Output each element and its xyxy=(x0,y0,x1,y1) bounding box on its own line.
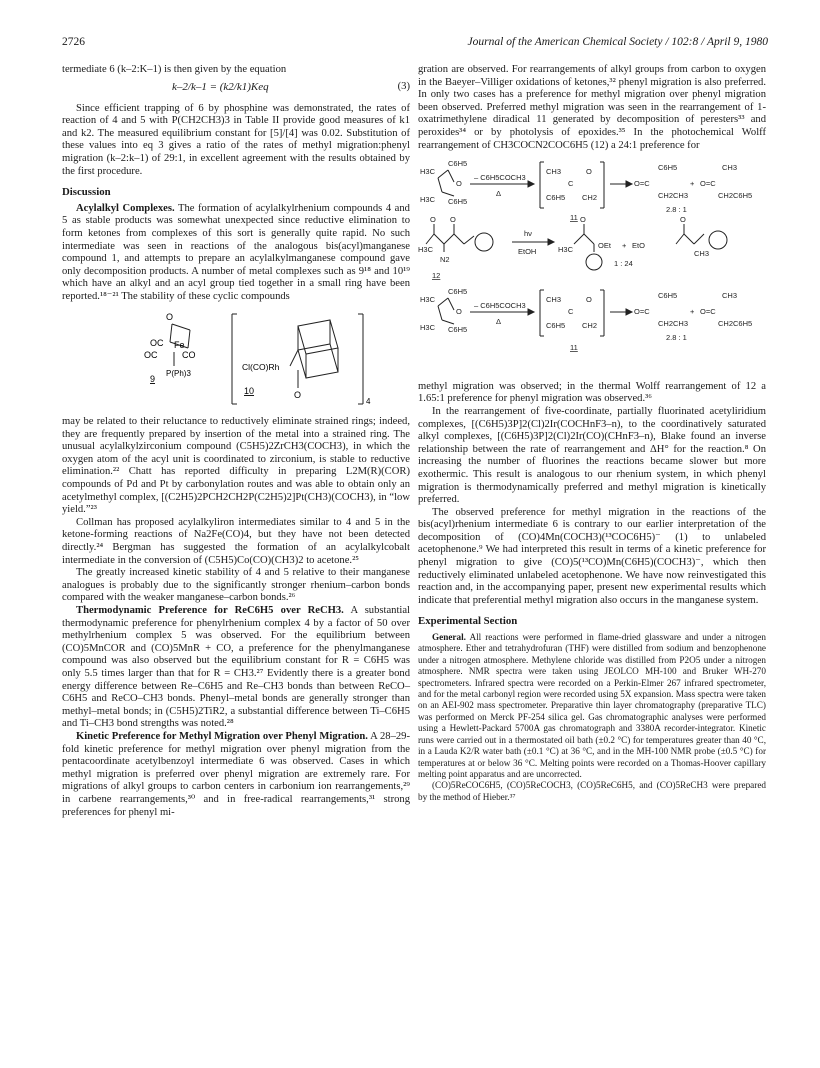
run-in-heading: Acylalkyl Complexes. xyxy=(76,202,175,214)
label-h3c: H3C xyxy=(420,295,436,305)
run-in-heading: Kinetic Preference for Methyl Migration over Phenyl Migration. xyxy=(76,730,368,742)
paragraph: gration are observed. For rearrangements of alkyl groups from carbon to oxygen in the Baeyer–Villiger oxidations of ketones,³² phenyl migration is also preferred. In only two cases has a preference for methyl migration over phenyl migration been observed. Preferred methyl migration was seen in the rearrangement of 1-oxatrimethylene diradical 11 generated by decomposition of peresters³³ and peroxides³⁴ or by photolysis of epoxides.³⁵ In the photochemical Wolff rearrangement of CH3COCN2COC6H5 (12) a 24:1 preference for xyxy=(418,64,766,151)
paragraph: (CO)5ReCOC6H5, (CO)5ReCOCH3, (CO)5ReC6H5, and (CO)5ReCH3 were prepared by the method of Hieber.³⁷ xyxy=(418,780,766,802)
label-c6h5: C6H5 xyxy=(448,159,468,169)
label-c: C xyxy=(568,179,574,189)
label-ch2: CH2 xyxy=(582,193,598,203)
journal-citation: Journal of the American Chemical Society / 102:8 / April 9, 1980 xyxy=(467,36,768,48)
label-oc: O=C xyxy=(700,307,716,317)
structures-9-10-figure xyxy=(62,308,410,408)
label-ch3: CH3 xyxy=(722,163,738,173)
paragraph: Since efficient trapping of 6 by phosphine was demonstrated, the rates of reaction of 4 and 5 with P(CH2CH3)3 in Table II provide good measures of k1 and k2. The measured equilibrium constant for [5]/[4] was 0.02. Substitution of these values into eq 3 gives a ratio of the rates of methyl migration:phenyl migration (k–2:k–1) of 29:1, in excellent agreement with the results obtained by the first procedure. xyxy=(62,102,410,177)
label-c: C xyxy=(568,307,574,317)
paragraph: The greatly increased kinetic stability of 4 and 5 relative to their manganese analogues is probably due to the significantly stronger rhenium–carbon bonds compared with the weaker manganese–carbon bonds.²⁶ xyxy=(62,567,410,604)
label-eto: EtO xyxy=(632,241,645,251)
label-ch3: CH3 xyxy=(546,295,562,305)
label-c6h5: C6H5 xyxy=(658,291,678,301)
label-h3c: H3C xyxy=(420,167,436,177)
label-oc: O=C xyxy=(700,179,716,189)
label-o: O xyxy=(456,307,462,317)
right-column xyxy=(418,64,766,803)
label-oc: O=C xyxy=(634,179,650,189)
label-rh: Cl(CO)Rh xyxy=(242,361,280,372)
label-n2: N2 xyxy=(440,255,450,265)
label-ch3: CH3 xyxy=(694,249,710,259)
label-pph3: P(Ph)3 xyxy=(166,368,191,378)
paragraph-kinetic xyxy=(62,731,410,819)
paragraph: may be related to their reluctance to reductively eliminate strained rings; indeed, they are frequently prepared by insertion of the metal into a strained ring. The unusual acylalkylzirconium compound (C5H5)2ZrCH3(COCH3), in which the oxygen atom of the acyl unit is coordinated to zirconium, is stable to reductive elimination.²² Chatt has reported difficulty in preparing L2M(R)(COR) compounds of Pd and Pt by carbonylation routes and was able to obtain only an acetylmethyl complex, [(C2H5)2PCH2CH2P(C2H5)2]Pt(CH3)(COCH3), in “low yield.”²³ xyxy=(62,416,410,516)
label-h3c: H3C xyxy=(418,245,434,255)
label-c6h5: C6H5 xyxy=(658,163,678,173)
label-ch2ch3: CH2CH3 xyxy=(658,191,689,201)
label-oc: O=C xyxy=(634,307,650,317)
label-ch2c6h5: CH2C6H5 xyxy=(718,191,753,201)
paragraph-text: The formation of acylalkylrhenium compounds 4 and 5 as stable products was somewhat unexpected since reductive elimination to form ketones from complexes of this sort is generally quite rapid. No such intermediate was seen in reactions of the analogous bis(acyl)manganese compound 1, and attempts to prepare an acylalkylmanganese compound gave only decomposition products. A number of metal complexes such as 9¹⁸ and 10¹⁹ which have an alkyl and an acyl group tied together in a small ring have been reported.¹⁸⁻²¹ The stability of these cyclic compounds xyxy=(62,202,410,302)
paragraph-text: All reactions were performed in flame-dried glassware and under a nitrogen atmosphere. Ether and tetrahydrofuran (THF) were distilled from sodium and benzophenone under a nitrogen atmosphere. Methylene chloride was distilled from P2O5 under a nitrogen atmosphere. NMR spectra were taken using JEOLCO MH-100 and Bruker WH-270 spectrometers. Infrared spectra were recorded on a Perkin-Elmer 267 infrared spectrometer, and for the metal carbonyl region were recorded using 5X expansion. Mass spectra were taken on an AEI-902 mass spectrometer. Preparative thin layer chromatography (preparative TLC) was performed on Merck PF-254 silica gel. Gas chromatographic analyses were performed using a Hewlett-Packard 5700A gas chromatograph and 3380A recorder-integrator. Kinetic runs were carried out in a thermostated oil bath (±0.2 °C) for temperatures greater than 40 °C, in a Lauda K2/R water bath (±0.1 °C) at 36 °C, and in the MH-100 NMR probe (±0.5 °C) for temperatures at or below 36 °C. Melting points were recorded on a Thomas-Hoover capillary melting point apparatus and are uncorrected. xyxy=(418,632,766,779)
label-c6h5: C6H5 xyxy=(546,321,566,331)
paragraph: termediate 6 (k–2:K–1) is then given by the equation xyxy=(62,64,287,75)
label-o: O xyxy=(680,215,686,225)
label-o: O xyxy=(586,167,592,177)
label-ch3: CH3 xyxy=(722,291,738,301)
label-oc: OC xyxy=(150,337,164,348)
run-in-heading: General. xyxy=(432,632,466,643)
label-o: O xyxy=(580,215,586,225)
equation-expression: k–2/k–1 = (k2/k1)Keq xyxy=(172,80,269,93)
paragraph-thermodynamic xyxy=(62,605,410,731)
page-number: 2726 xyxy=(62,36,85,48)
paragraph-acylalkyl xyxy=(62,203,410,304)
ratio-label: 2.8 : 1 xyxy=(666,333,687,343)
label-ch2ch3: CH2CH3 xyxy=(658,319,689,329)
paragraph: Collman has proposed acylalkyliron intermediates similar to 4 and 5 in the ketone-forming reactions of Na2Fe(CO)4, but they have not been detected directly.²⁴ Bergman has suggested the formation of an acylalkylcobalt intermediate in the conversion of (C5H5)Co(CO)(CH3)2 to acetone.²⁵ xyxy=(62,516,410,566)
label-co: CO xyxy=(182,349,196,360)
equation-number: (3) xyxy=(397,80,410,92)
label-h3c: H3C xyxy=(558,245,574,255)
label-o: O xyxy=(450,215,456,225)
label-plus: + xyxy=(690,179,695,189)
label-plus: + xyxy=(622,241,627,251)
label-o: O xyxy=(294,389,302,400)
subscript-4: 4 xyxy=(366,396,371,406)
ratio-label: 2.8 : 1 xyxy=(666,205,687,215)
paragraph-general xyxy=(418,632,766,780)
label-c6h5: C6H5 xyxy=(448,325,468,335)
run-in-heading: Thermodynamic Preference for ReC6H5 over ReCH3. xyxy=(76,605,344,616)
label-plus: + xyxy=(690,307,695,317)
label-oc: OC xyxy=(144,349,158,360)
ratio-label: 1 : 24 xyxy=(614,259,633,269)
label-delta: Δ xyxy=(496,189,502,199)
paragraph: methyl migration was observed; in the thermal Wolff rearrangement of 12 a 1.65:1 preference for phenyl migration was observed.³⁶ xyxy=(418,380,766,405)
paragraph-text: A 28–29-fold kinetic preference for methyl migration over phenyl migration from the pentacoordinate acetylbenzoyl intermediate 6 was observed. Cases in which methyl migration is preferred over phenyl migration are extremely rare. For migrations of alkyl groups to carbon centers in carbonium ion rearrangements,²⁹ in carbene rearrangements,³⁰ and in free-radical rearrangements,³¹ strong preferences for phenyl mi- xyxy=(62,730,410,818)
label-ch3: CH3 xyxy=(546,167,562,177)
label-etoh: EtOH xyxy=(518,247,537,257)
label-loss: – C6H5COCH3 xyxy=(474,301,526,311)
label-h3c: H3C xyxy=(420,195,436,205)
compound-number-12: 12 xyxy=(432,271,441,281)
paragraph: The observed preference for methyl migration in the reactions of the bis(acyl)rhenium intermediate 6 is contrary to our earlier interpretation of the decomposition of (CO)4Mn(COCH3)(¹³COC6H5)⁻ (1) to unlabeled acetophenone.⁹ We had interpreted this result in terms of a kinetic preference for phenyl migration to give (CO)5(¹³CO)Mn(C6H5)(COCH3)⁻, which then reductively eliminated unlabeled acetophenone. We have now reinvestigated this reaction and, in the accompanying paper, present new experimental results which indicate that preferential methyl migration also occurs in the manganese system. xyxy=(418,506,766,606)
compound-number-10: 10 xyxy=(244,385,255,396)
reaction-scheme-figure xyxy=(418,156,766,372)
label-o: O xyxy=(456,179,462,189)
compound-number-11: 11 xyxy=(570,213,578,223)
left-column xyxy=(62,64,410,819)
paragraph: In the rearrangement of five-coordinate, partially fluorinated acetyliridium complexes, [(C6H5)3P]2(Cl)2Ir(COCHnF3–n), to the coordinatively saturated alkyl complexes, [(C6H5)3P]2(Cl)2Ir(CO)(CHnF3–n), Blake found an inverse relationship between the rate of rearrangement and ΔH° for the reaction.⁸ On increasing the number of fluorines the reactions became slower but more exothermic. This result is analogous to our rhenium system, in which phenyl migration is thermodynamically preferred and methyl migration is kinetically preferred. xyxy=(418,405,766,506)
label-c6h5: C6H5 xyxy=(546,193,566,203)
label-c6h5: C6H5 xyxy=(448,197,468,207)
paragraph-text: A substantial thermodynamic preference for phenylrhenium complex 4 by a factor of 50 over methylrhenium complex 5 was observed. For the equilibrium between (CO)5MnCOR and (CO)5MnR + CO, a preference for the phenylmanganese compound was also observed but the equilibrium constant for R = C6H5 was only 5.5 times larger than that for R = CH3.²⁷ Evidently there is a greater bond energy difference between Re–C6H5 and Re–CH3 bonds than between ReCO–C6H5 and ReCO–CH3 bonds. Phenyl–metal bonds are generally stronger than methyl–metal bonds; in (C5H5)2TiR2, a substantial difference between Ti–C6H5 and Ti–CH3 bond strengths was noted.²⁸ xyxy=(62,605,411,730)
label-loss: – C6H5COCH3 xyxy=(474,173,526,183)
label-o: O xyxy=(430,215,436,225)
label-ch2c6h5: CH2C6H5 xyxy=(718,319,753,329)
label-c6h5: C6H5 xyxy=(448,287,468,297)
label-oet: OEt xyxy=(598,241,611,251)
label-ch2: CH2 xyxy=(582,321,598,331)
label-o: O xyxy=(166,311,174,322)
label-h3c: H3C xyxy=(420,323,436,333)
page-header xyxy=(62,36,768,54)
section-heading-discussion: Discussion xyxy=(62,186,111,199)
label-delta: Δ xyxy=(496,317,502,327)
label-hv: hν xyxy=(524,229,532,239)
section-heading-experimental: Experimental Section xyxy=(418,615,518,628)
compound-number-9: 9 xyxy=(150,373,156,384)
equation-3 xyxy=(62,79,410,99)
compound-number-11: 11 xyxy=(570,343,578,353)
label-fe: Fe xyxy=(174,339,185,350)
label-o: O xyxy=(586,295,592,305)
